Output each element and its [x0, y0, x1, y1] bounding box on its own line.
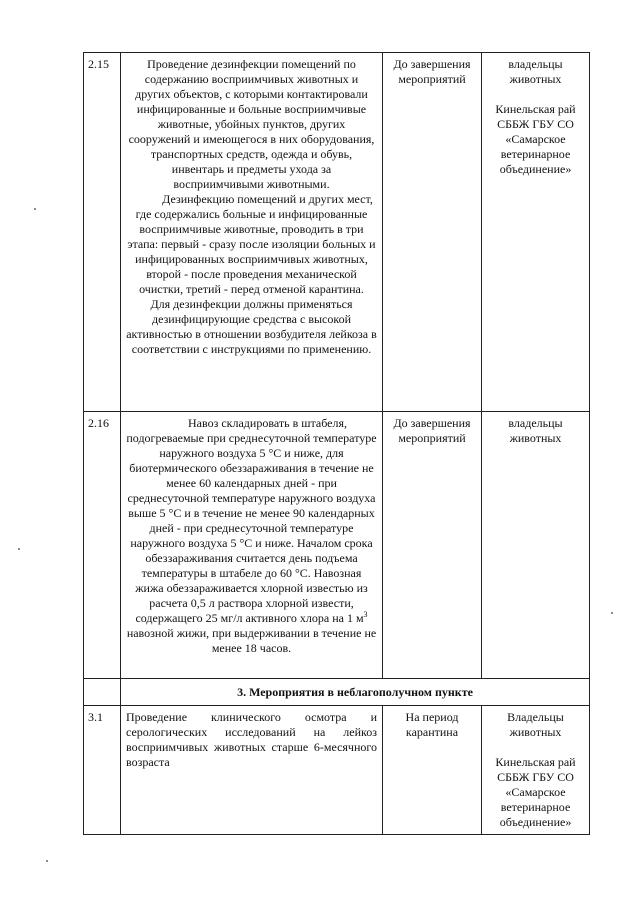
term-cell: На период карантина: [383, 706, 482, 835]
row-number: 3.1: [84, 706, 121, 835]
scan-speck: [34, 208, 36, 210]
responsible-line: владельцы животных: [508, 57, 563, 86]
section-spacer: [84, 679, 121, 706]
measure-text: Навоз складировать в штабеля, подогреваемые при среднесуточной температуре наружного воздуха 5 °С и ниже, для биотермического обеззараживания в течение не менее 60 календарных дней - при среднесуточной температуре наружного воздуха выше 5 °С и в течение не менее 90 календарных дней - при среднесуточной температуре наружного воздуха 5 °С и ниже. Началом срока обеззараживания считается день подъема температуры в штабеле до 60 °С. Навозная жижа обеззараживается хлорной известью из расчета 0,5 л раствора хлорной извести, содержащего 25 мг/л активного хлора на 1 м: [126, 416, 377, 625]
measure-cell: Проведение клинического осмотра и серологических исследований на лейкоз восприимчивых животных старше 6-месячного возраста: [121, 706, 383, 835]
table-row: [84, 412, 590, 679]
responsible-line: Кинельская рай СББЖ ГБУ СО «Самарское ветеринарное объединение»: [495, 755, 576, 829]
term-cell: До завершения мероприятий: [383, 412, 482, 679]
section-row: [84, 679, 590, 706]
measure-cell: [121, 53, 383, 412]
measure-paragraph: [126, 416, 377, 656]
measure-paragraph: Для дезинфекции должны применяться дезинфицирующие средства с высокой активностью в отношении возбудителя лейкоза в соответствии с инструкциями по применению.: [126, 297, 377, 356]
measure-cell: [121, 412, 383, 679]
responsible-line: Владельцы животных: [507, 710, 564, 739]
term-cell: До завершения мероприятий: [383, 53, 482, 412]
scan-speck: [18, 548, 20, 550]
responsible-cell: [482, 412, 590, 679]
row-number: 2.15: [84, 53, 121, 412]
row-number: 2.16: [84, 412, 121, 679]
table-row: [84, 53, 590, 412]
responsible-line: владельцы животных: [508, 416, 563, 445]
superscript: 3: [363, 610, 368, 619]
responsible-cell: [482, 706, 590, 835]
measure-paragraph: Дезинфекцию помещений и других мест, где содержались больные и инфицированные восприимчивые животные, проводить в три этапа: первый - сразу после изоляции больных и инфицированных восприимчивых животных, второй - после проведения механической очистки, третий - перед отменой карантина.: [127, 192, 376, 296]
measures-table: [83, 52, 590, 835]
measure-paragraph: Проведение дезинфекции помещений по содержанию восприимчивых животных и других объектов, с которыми контактировали инфицированные и больные восприимчивые животные, убойных пунктов, других сооружений и имеющегося в них оборудования, транспортных средств, одежда и обувь, инвентарь и предметы ухода за восприимчивыми животными.: [128, 57, 375, 191]
scan-speck: [46, 860, 48, 862]
table-row: [84, 706, 590, 835]
responsible-cell: [482, 53, 590, 412]
scan-speck: [611, 612, 613, 614]
measure-text: навозной жижи, при выдерживании в течение не менее 18 часов.: [126, 626, 377, 655]
section-heading: 3. Мероприятия в неблагополучном пункте: [121, 679, 590, 706]
responsible-line: Кинельская рай СББЖ ГБУ СО «Самарское ветеринарное объединение»: [495, 102, 576, 176]
